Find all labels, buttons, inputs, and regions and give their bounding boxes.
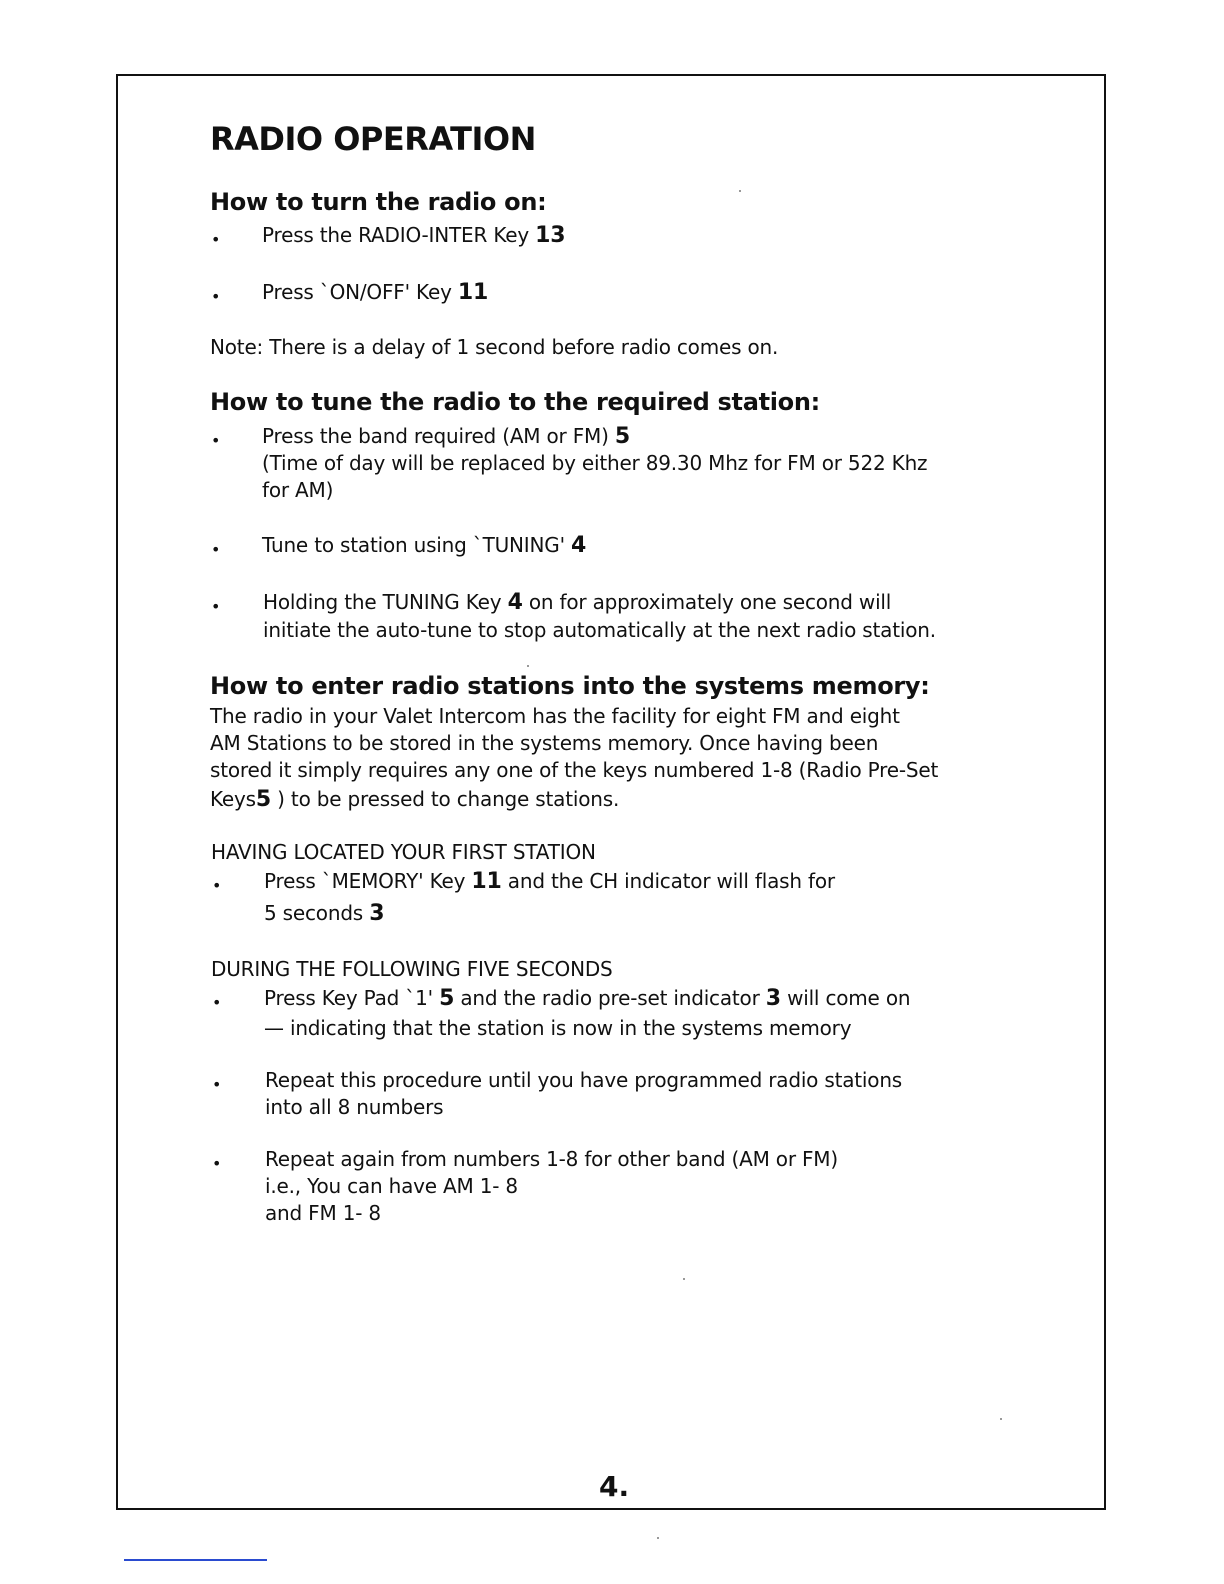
instruction-text: Press the band required (AM or FM) (262, 424, 609, 448)
bullet-icon: • (212, 1075, 222, 1094)
stored-indicator-line: — indicating that the station is now in the systems memory (264, 1016, 852, 1040)
bullet-icon: • (212, 993, 222, 1012)
instruction-text: 5 seconds (264, 901, 364, 925)
memory-flash-line (264, 900, 384, 927)
memory-paragraph-line (210, 786, 619, 813)
auto-tune-detail-line: initiate the auto-tune to stop automatically at the next radio station. (263, 618, 936, 642)
instruction-text: Press the RADIO-INTER Key (262, 223, 529, 247)
key-number: 11 (471, 869, 502, 894)
page-number: 4. (599, 1470, 630, 1503)
subheading-following-seconds: DURING THE FOLLOWING FIVE SECONDS (211, 957, 613, 981)
memory-paragraph-line: The radio in your Valet Intercom has the facility for eight FM and eight (210, 704, 900, 728)
bullet-icon: • (211, 287, 221, 306)
section-heading-turn-on: How to turn the radio on: (210, 188, 547, 216)
memory-paragraph-line: AM Stations to be stored in the systems memory. Once having been (210, 731, 879, 755)
key-number: 5 (439, 986, 455, 1011)
instruction-press-key-pad (264, 985, 910, 1012)
bullet-icon: • (211, 230, 221, 249)
section-heading-tune: How to tune the radio to the required station: (210, 388, 820, 416)
instruction-text: and the CH indicator will flash for (507, 869, 835, 893)
instruction-auto-tune (263, 589, 891, 616)
key-number: 4 (571, 533, 587, 558)
instruction-repeat-other-band: Repeat again from numbers 1-8 for other band (AM or FM) (265, 1147, 838, 1171)
bullet-icon: • (211, 540, 221, 559)
instruction-tune-station (262, 532, 586, 559)
example-line: i.e., You can have AM 1- 8 (265, 1174, 518, 1198)
scan-speck (1000, 1418, 1002, 1420)
paragraph-text: Keys (210, 787, 256, 811)
instruction-text: Tune to station using `TUNING' (262, 533, 565, 557)
instruction-text: and the radio pre-set indicator (460, 986, 760, 1010)
scan-speck (683, 1278, 685, 1280)
key-number: 13 (535, 223, 566, 248)
instruction-press-radio-inter (262, 222, 565, 249)
instruction-press-memory (264, 868, 835, 895)
band-detail-line: (Time of day will be replaced by either 89.30 Mhz for FM or 522 Khz (262, 451, 928, 475)
memory-paragraph-line: stored it simply requires any one of the keys numbered 1-8 (Radio Pre-Set (210, 758, 939, 782)
bullet-icon: • (211, 597, 221, 616)
instruction-text: Press `MEMORY' Key (264, 869, 466, 893)
instruction-repeat-procedure: Repeat this procedure until you have programmed radio stations (265, 1068, 903, 1092)
bullet-icon: • (212, 876, 222, 895)
key-number: 4 (507, 590, 523, 615)
instruction-press-on-off (262, 279, 488, 306)
instruction-text: on for approximately one second will (528, 590, 892, 614)
key-number: 5 (614, 424, 630, 449)
example-line: and FM 1- 8 (265, 1201, 381, 1225)
key-number: 11 (457, 280, 489, 305)
scan-speck (739, 190, 741, 192)
subheading-first-station: HAVING LOCATED YOUR FIRST STATION (211, 840, 596, 864)
footer-rule (124, 1559, 267, 1561)
page-title: RADIO OPERATION (210, 120, 536, 158)
scan-speck (657, 1537, 659, 1539)
bullet-icon: • (211, 431, 221, 450)
paragraph-text: ) to be pressed to change stations. (277, 787, 620, 811)
instruction-text: Holding the TUNING Key (263, 590, 502, 614)
band-detail-line: for AM) (262, 478, 334, 502)
delay-note: Note: There is a delay of 1 second before radio comes on. (210, 335, 779, 359)
instruction-text: Press `ON/OFF' Key (262, 280, 452, 304)
instruction-text: Press Key Pad `1' (264, 986, 433, 1010)
scan-speck (527, 665, 529, 667)
section-heading-memory: How to enter radio stations into the systems memory: (210, 672, 930, 700)
instruction-select-band (262, 423, 630, 450)
key-number: 3 (765, 986, 781, 1011)
instruction-text: will come on (787, 986, 911, 1010)
bullet-icon: • (212, 1154, 222, 1173)
key-number: 3 (369, 901, 385, 926)
repeat-procedure-line: into all 8 numbers (265, 1095, 444, 1119)
key-number: 5 (255, 787, 271, 812)
